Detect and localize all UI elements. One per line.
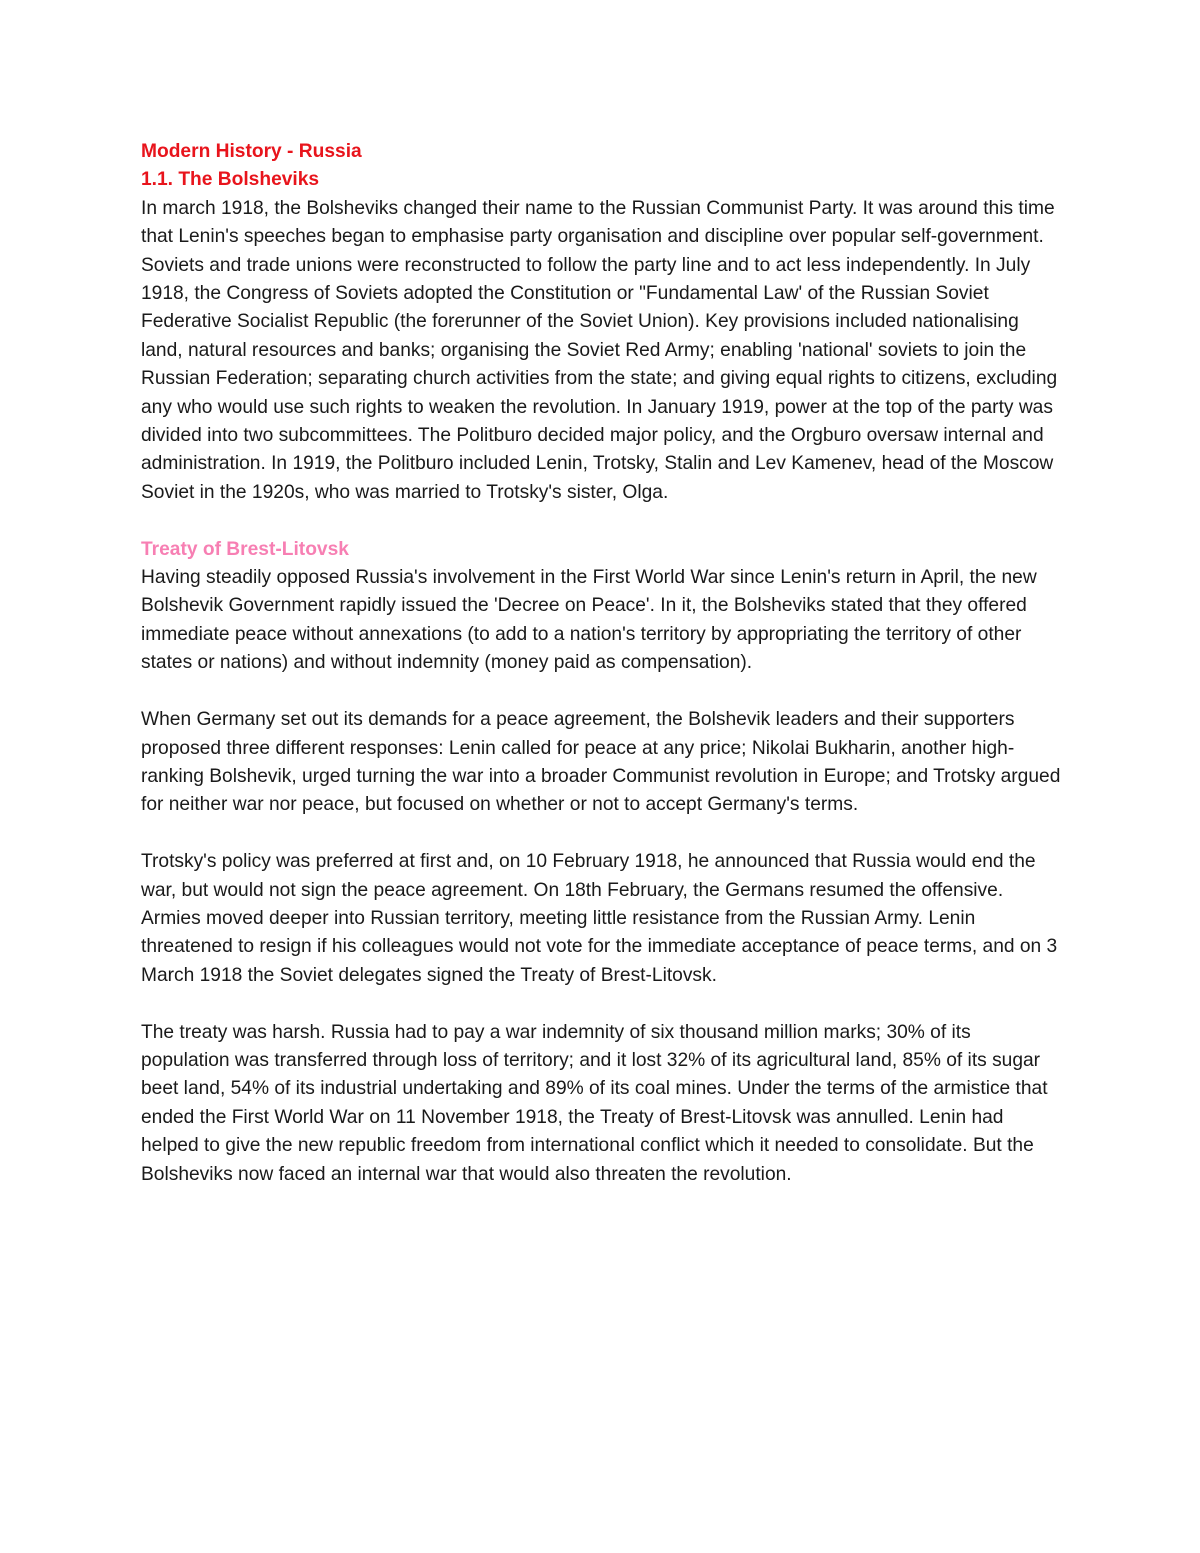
paragraph-spacer	[141, 820, 1061, 848]
treaty-paragraph-1: Having steadily opposed Russia's involvement in the First World War since Lenin's return in April, the new Bolshevik Government rapidly issued the 'Decree on Peace'. In it, the Bolsheviks stated that they offered immediate peace without annexations (to add to a nation's territory by appropriating the territory of other states or nations) and without indemnity (money paid as compensation).	[141, 567, 1037, 674]
document-title: Modern History - Russia	[141, 141, 362, 162]
treaty-paragraph-3: Trotsky's policy was preferred at first and, on 10 February 1918, he announced that Russia would end the war, but would not sign the peace agreement. On 18th February, the Germans resumed the offensive. Armies moved deeper into Russian territory, meeting little resistance from the Russian Army. Lenin threatened to resign if his colleagues would not vote for the immediate acceptance of peace terms, and on 3 March 1918 the Soviet delegates signed the Treaty of Brest-Litovsk.	[141, 851, 1058, 986]
section-heading: 1.1. The Bolsheviks	[141, 169, 320, 191]
section-body-paragraph: In march 1918, the Bolsheviks changed their name to the Russian Communist Party. It was around this time that Lenin's speeches began to emphasise party organisation and discipline over popular self-government. Soviets and trade unions were reconstructed to follow the party line and to act less independently. In July 1918, the Congress of Soviets adopted the Constitution or "Fundamental Law' of the Russian Soviet Federative Socialist Republic (the forerunner of the Soviet Union). Key provisions included nationalising land, natural resources and banks; organising the Soviet Red Army; enabling 'national' soviets to join the Russian Federation; separating church activities from the state; and giving equal rights to citizens, excluding any who would use such rights to weaken the revolution. In January 1919, power at the top of the party was divided into two subcommittees. The Politburo decided major policy, and the Orgburo oversaw internal and administration. In 1919, the Politburo included Lenin, Trotsky, Stalin and Lev Kamenev, head of the Moscow Soviet in the 1920s, who was married to Trotsky's sister, Olga.	[141, 197, 1058, 503]
treaty-subheading: Treaty of Brest-Litovsk	[141, 538, 349, 560]
treaty-paragraph-2: When Germany set out its demands for a peace agreement, the Bolshevik leaders and their supporters proposed three different responses: Lenin called for peace at any price; Nikolai Bukharin, another high-ranking Bolshevik, urged turning the war into a broader Communist revolution in Europe; and Trotsky argued for neither war nor peace, but focused on whether or not to accept Germany's terms.	[141, 709, 1061, 816]
document-page	[141, 138, 1061, 1189]
paragraph-spacer	[141, 678, 1061, 706]
paragraph-spacer	[141, 507, 1061, 535]
paragraph-spacer	[141, 990, 1061, 1018]
treaty-paragraph-4: The treaty was harsh. Russia had to pay a war indemnity of six thousand million marks; 30% of its population was transferred through loss of territory; and it lost 32% of its agricultural land, 85% of its sugar beet land, 54% of its industrial undertaking and 89% of its coal mines. Under the terms of the armistice that ended the First World War on 11 November 1918, the Treaty of Brest-Litovsk was annulled. Lenin had helped to give the new republic freedom from international conflict which it needed to consolidate. But the Bolsheviks now faced an internal war that would also threaten the revolution.	[141, 1021, 1048, 1185]
